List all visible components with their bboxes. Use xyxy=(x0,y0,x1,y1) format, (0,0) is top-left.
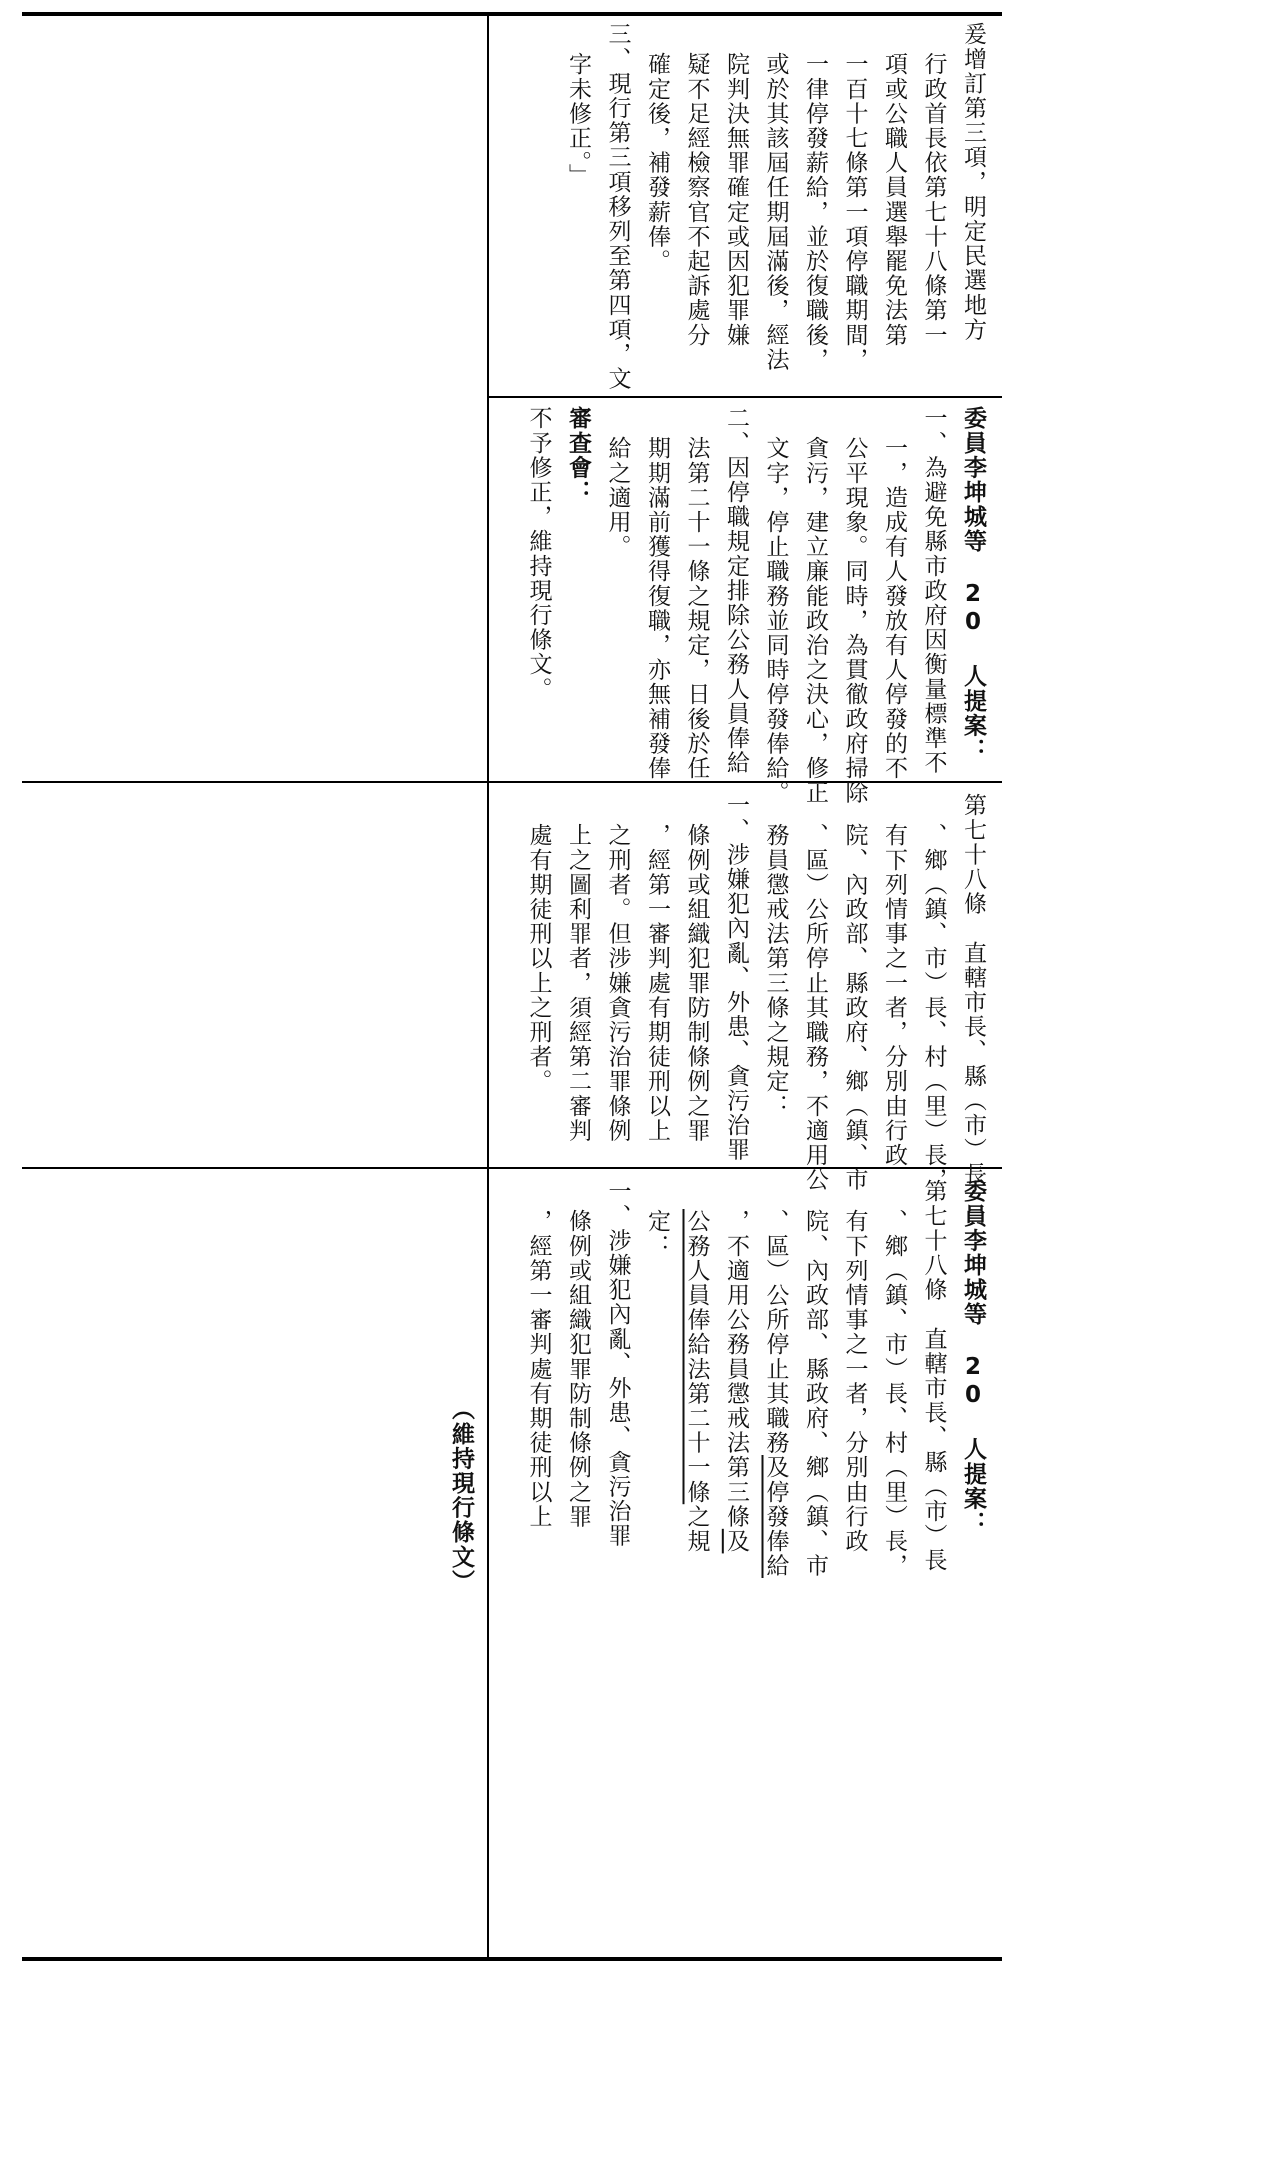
text-line: 法第二十一條之規定，日後於任 xyxy=(683,436,710,781)
text-line: 之刑者。但涉嫌貪污治罪條例 xyxy=(604,823,631,1143)
text-line: 上之圖利罪者，須經第二審判 xyxy=(565,823,591,1143)
text-line: 、鄉（鎮、市）長、村（里）長， xyxy=(881,1209,907,1578)
text-line: 二、因停職規定排除公務人員俸給 xyxy=(723,406,749,775)
text-line: 一、涉嫌犯內亂、外患、貪污治罪 xyxy=(604,1179,631,1548)
maintain-current-text xyxy=(441,1397,481,2184)
text-line: 疑不足經檢察官不起訴處分 xyxy=(683,52,710,348)
proposal-heading: 委員李坤城等 20 人提案： xyxy=(960,406,986,763)
text-line: ，經第一審判處有期徒刑以上 xyxy=(525,1209,552,1529)
proposed-article-text xyxy=(518,1179,992,1966)
text-line-amended xyxy=(716,1179,756,1966)
text-line-amended xyxy=(755,1179,795,1966)
current-article-text xyxy=(518,793,992,1192)
text-line: 條例或組織犯罪防制條例之罪 xyxy=(565,1209,591,1529)
text-line: ，經第一審判處有期徒刑以上 xyxy=(644,823,670,1143)
text-line: 一、為避免縣市政府因衡量標準不 xyxy=(920,406,947,775)
text-plain: 、區）公所停止其職務 xyxy=(762,1209,789,1455)
text-line: 字未修正。」 xyxy=(565,52,591,189)
text-line: 一，造成有人發放有人停發的不 xyxy=(881,436,907,781)
text-line: 務員懲戒法第三條之規定： xyxy=(762,823,789,1119)
text-line: 給之適用。 xyxy=(604,436,631,559)
review-heading: 審查會： xyxy=(565,406,591,505)
proposal-explanation-cell xyxy=(488,398,1000,805)
empty-cell xyxy=(22,783,486,1166)
text-line: 確定後，補發薪俸。 xyxy=(644,52,670,274)
text-line: 一百十七條第一項停職期間， xyxy=(841,52,868,372)
text-plain: 之規 xyxy=(683,1504,710,1554)
text-line: （維持現行條文） xyxy=(448,1397,474,1594)
text-line: 或於其該屆任期屆滿後，經法 xyxy=(762,52,789,372)
empty-cell xyxy=(22,16,486,394)
text-line: 有下列情事之一者，分別由行政 xyxy=(841,1209,868,1554)
empty-cell xyxy=(22,398,486,780)
proposed-article-cell xyxy=(488,1169,1000,1956)
proposal-explanation-text xyxy=(518,406,992,805)
text-line-amended xyxy=(676,1179,716,1966)
text-line: 三、現行第三項移列至第四項，文 xyxy=(604,22,631,391)
text-line: 貪污，建立廉能政治之決心，修正 xyxy=(802,436,828,805)
text-line: 處有期徒刑以上之刑者。 xyxy=(525,823,552,1094)
text-line: 有下列情事之一者，分別由行政 xyxy=(881,823,907,1168)
text-line: 定： xyxy=(644,1209,670,1259)
explanation-text xyxy=(558,22,993,400)
review-text: 不予修正，維持現行條文。 xyxy=(525,406,552,702)
text-line: 、區）公所停止其職務，不適用公 xyxy=(802,823,828,1192)
amended-text: 公務人員俸給法第二十一條 xyxy=(683,1209,710,1505)
text-line: 第七十八條 直轄市長、縣（市）長 xyxy=(920,1179,947,1573)
text-line: 一、涉嫌犯內亂、外患、貪污治罪 xyxy=(723,793,749,1162)
text-line: 文字，停止職務並同時停發俸給。 xyxy=(762,436,789,805)
current-article-cell xyxy=(488,783,1000,1192)
text-line: 項或公職人員選舉罷免法第 xyxy=(881,52,907,348)
text-line: 爰增訂第三項，明定民選地方 xyxy=(960,22,986,342)
text-line: 公平現象。同時，為貫徹政府掃除 xyxy=(841,436,868,805)
maintain-current-cell xyxy=(22,1169,486,1956)
text-line: 行政首長依第七十八條第一 xyxy=(920,52,947,348)
text-line: 院判決無罪確定或因犯罪嫌 xyxy=(723,52,749,348)
amended-text: 及 xyxy=(723,1528,749,1554)
text-line: 院、內政部、縣政府、鄉（鎮、市 xyxy=(802,1209,828,1578)
text-line: 、鄉（鎮、市）長、村（里）長， xyxy=(920,823,947,1192)
text-plain: ，不適用公務員懲戒法第三條 xyxy=(723,1209,749,1529)
proposal-heading: 委員李坤城等 20 人提案： xyxy=(960,1179,986,1536)
amended-text: 及停發俸給 xyxy=(762,1455,789,1578)
text-line: 一律停發薪給，並於復職後， xyxy=(802,52,828,372)
text-line: 期期滿前獲得復職，亦無補發俸 xyxy=(644,436,670,781)
text-line: 第七十八條 直轄市長、縣（市）長 xyxy=(960,793,986,1187)
text-line: 條例或組織犯罪防制條例之罪 xyxy=(683,823,710,1143)
explanation-continued-cell xyxy=(488,16,1000,394)
text-line: 院、內政部、縣政府、鄉（鎮、市 xyxy=(841,823,868,1192)
